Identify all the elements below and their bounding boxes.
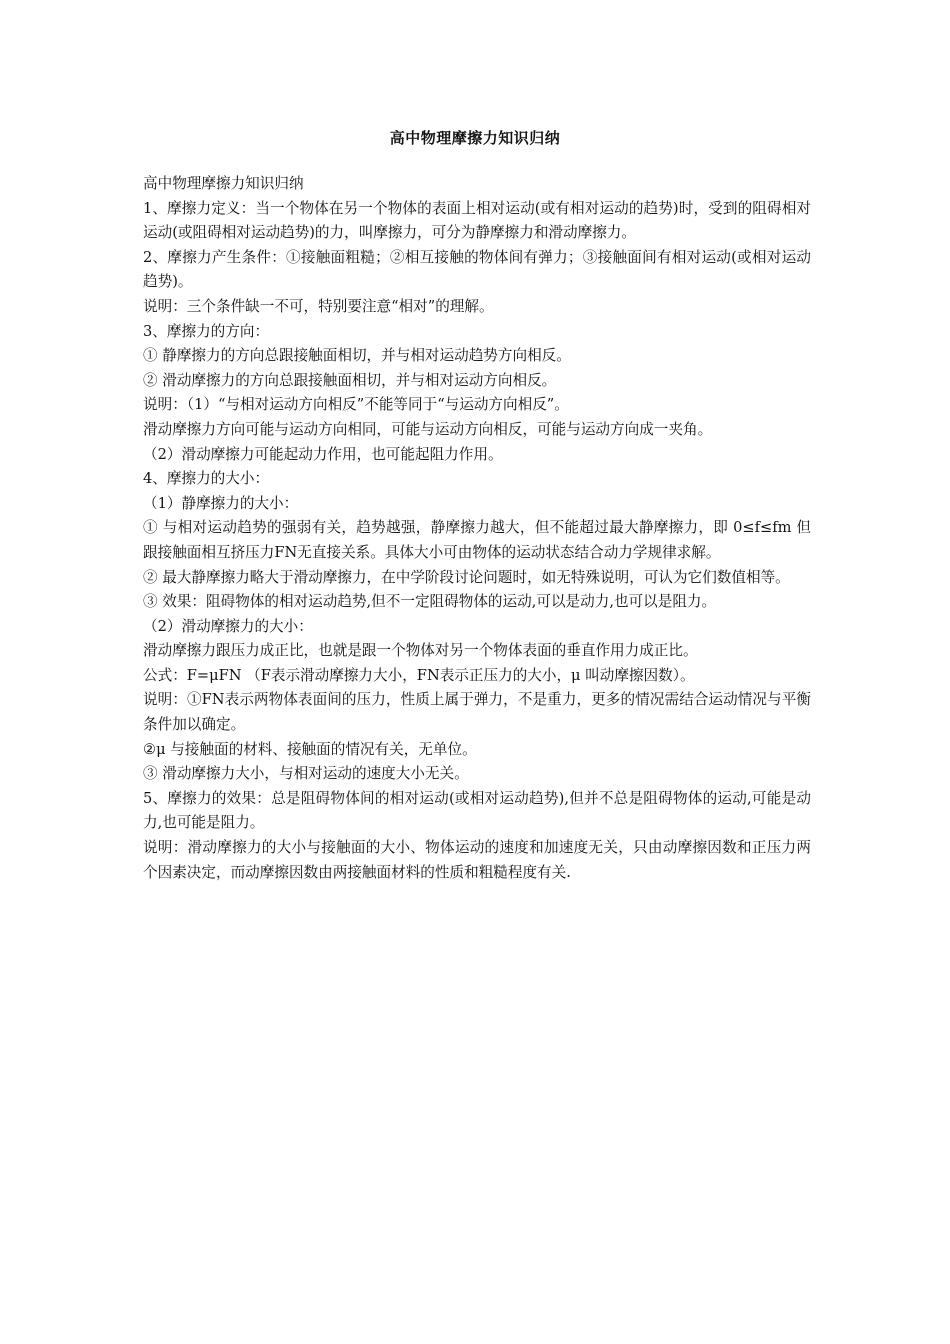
paragraph: ② 最大静摩擦力略大于滑动摩擦力，在中学阶段讨论问题时，如无特殊说明，可认为它们数值相等。 — [143, 568, 790, 586]
paragraph: 3、摩擦力的方向： — [143, 322, 270, 340]
paragraph: 5、摩擦力的效果：总是阻碍物体间的相对运动(或相对运动趋势),但并不总是阻碍物体的运动,可能是动力,也可能是阻力。 — [143, 789, 811, 832]
paragraph: （2）滑动摩擦力可能起动力作用，也可能起阻力作用。 — [143, 445, 503, 463]
paragraph: 高中物理摩擦力知识归纳 — [143, 175, 304, 192]
paragraph: 2、摩擦力产生条件：①接触面粗糙；②相互接触的物体间有弹力；③接触面间有相对运动(或相对运动趋势)。 — [143, 248, 811, 291]
document-title: 高中物理摩擦力知识归纳 — [389, 129, 561, 147]
paragraph: 1、摩擦力定义：当一个物体在另一个物体的表面上相对运动(或有相对运动的趋势)时，受到的阻碍相对运动(或阻碍相对运动趋势)的力，叫摩擦力，可分为静摩擦力和滑动摩擦力。 — [143, 199, 811, 242]
paragraph: 公式：F=μFN （F表示滑动摩擦力大小，FN表示正压力的大小，μ 叫动摩擦因数）。 — [143, 666, 695, 684]
paragraph: ① 静摩擦力的方向总跟接触面相切，并与相对运动趋势方向相反。 — [143, 347, 571, 365]
paragraph: 说明：（1）“与相对运动方向相反”不能等同于“与运动方向相反”。 — [143, 396, 569, 414]
paragraph: （2）滑动摩擦力的大小： — [143, 617, 313, 635]
paragraph: 说明：滑动摩擦力的大小与接触面的大小、物体运动的速度和加速度无关，只由动摩擦因数和正压力两个因素决定，而动摩擦因数由两接触面材料的性质和粗糙程度有关. — [143, 839, 811, 881]
paragraph: ② 滑动摩擦力的方向总跟接触面相切，并与相对运动方向相反。 — [143, 371, 557, 389]
paragraph: 说明：三个条件缺一不可，特别要注意“相对”的理解。 — [143, 297, 494, 315]
paragraph: （1）静摩擦力的大小： — [143, 494, 299, 512]
paragraph: 4、摩擦力的大小： — [143, 470, 270, 488]
document-body — [143, 172, 811, 885]
paragraph: ③ 滑动摩擦力大小，与相对运动的速度大小无关。 — [143, 765, 469, 783]
paragraph: ②μ 与接触面的材料、接触面的情况有关，无单位。 — [143, 740, 477, 758]
paragraph: ③ 效果：阻碍物体的相对运动趋势,但不一定阻碍物体的运动,可以是动力,也可以是阻力。 — [143, 593, 717, 611]
paragraph: 滑动摩擦力跟压力成正比，也就是跟一个物体对另一个物体表面的垂直作用力成正比。 — [143, 642, 698, 660]
paragraph: 滑动摩擦力方向可能与运动方向相同，可能与运动方向相反，可能与运动方向成一夹角。 — [143, 420, 713, 438]
paragraph: 说明：①FN表示两物体表面间的压力，性质上属于弹力，不是重力，更多的情况需结合运动情况与平衡条件加以确定。 — [143, 691, 811, 734]
paragraph: ① 与相对运动趋势的强弱有关，趋势越强，静摩擦力越大，但不能超过最大静摩擦力，即 0≤f≤fm 但跟接触面相互挤压力FN无直接关系。具体大小可由物体的运动状态结合动力学规律求解。 — [143, 519, 811, 561]
